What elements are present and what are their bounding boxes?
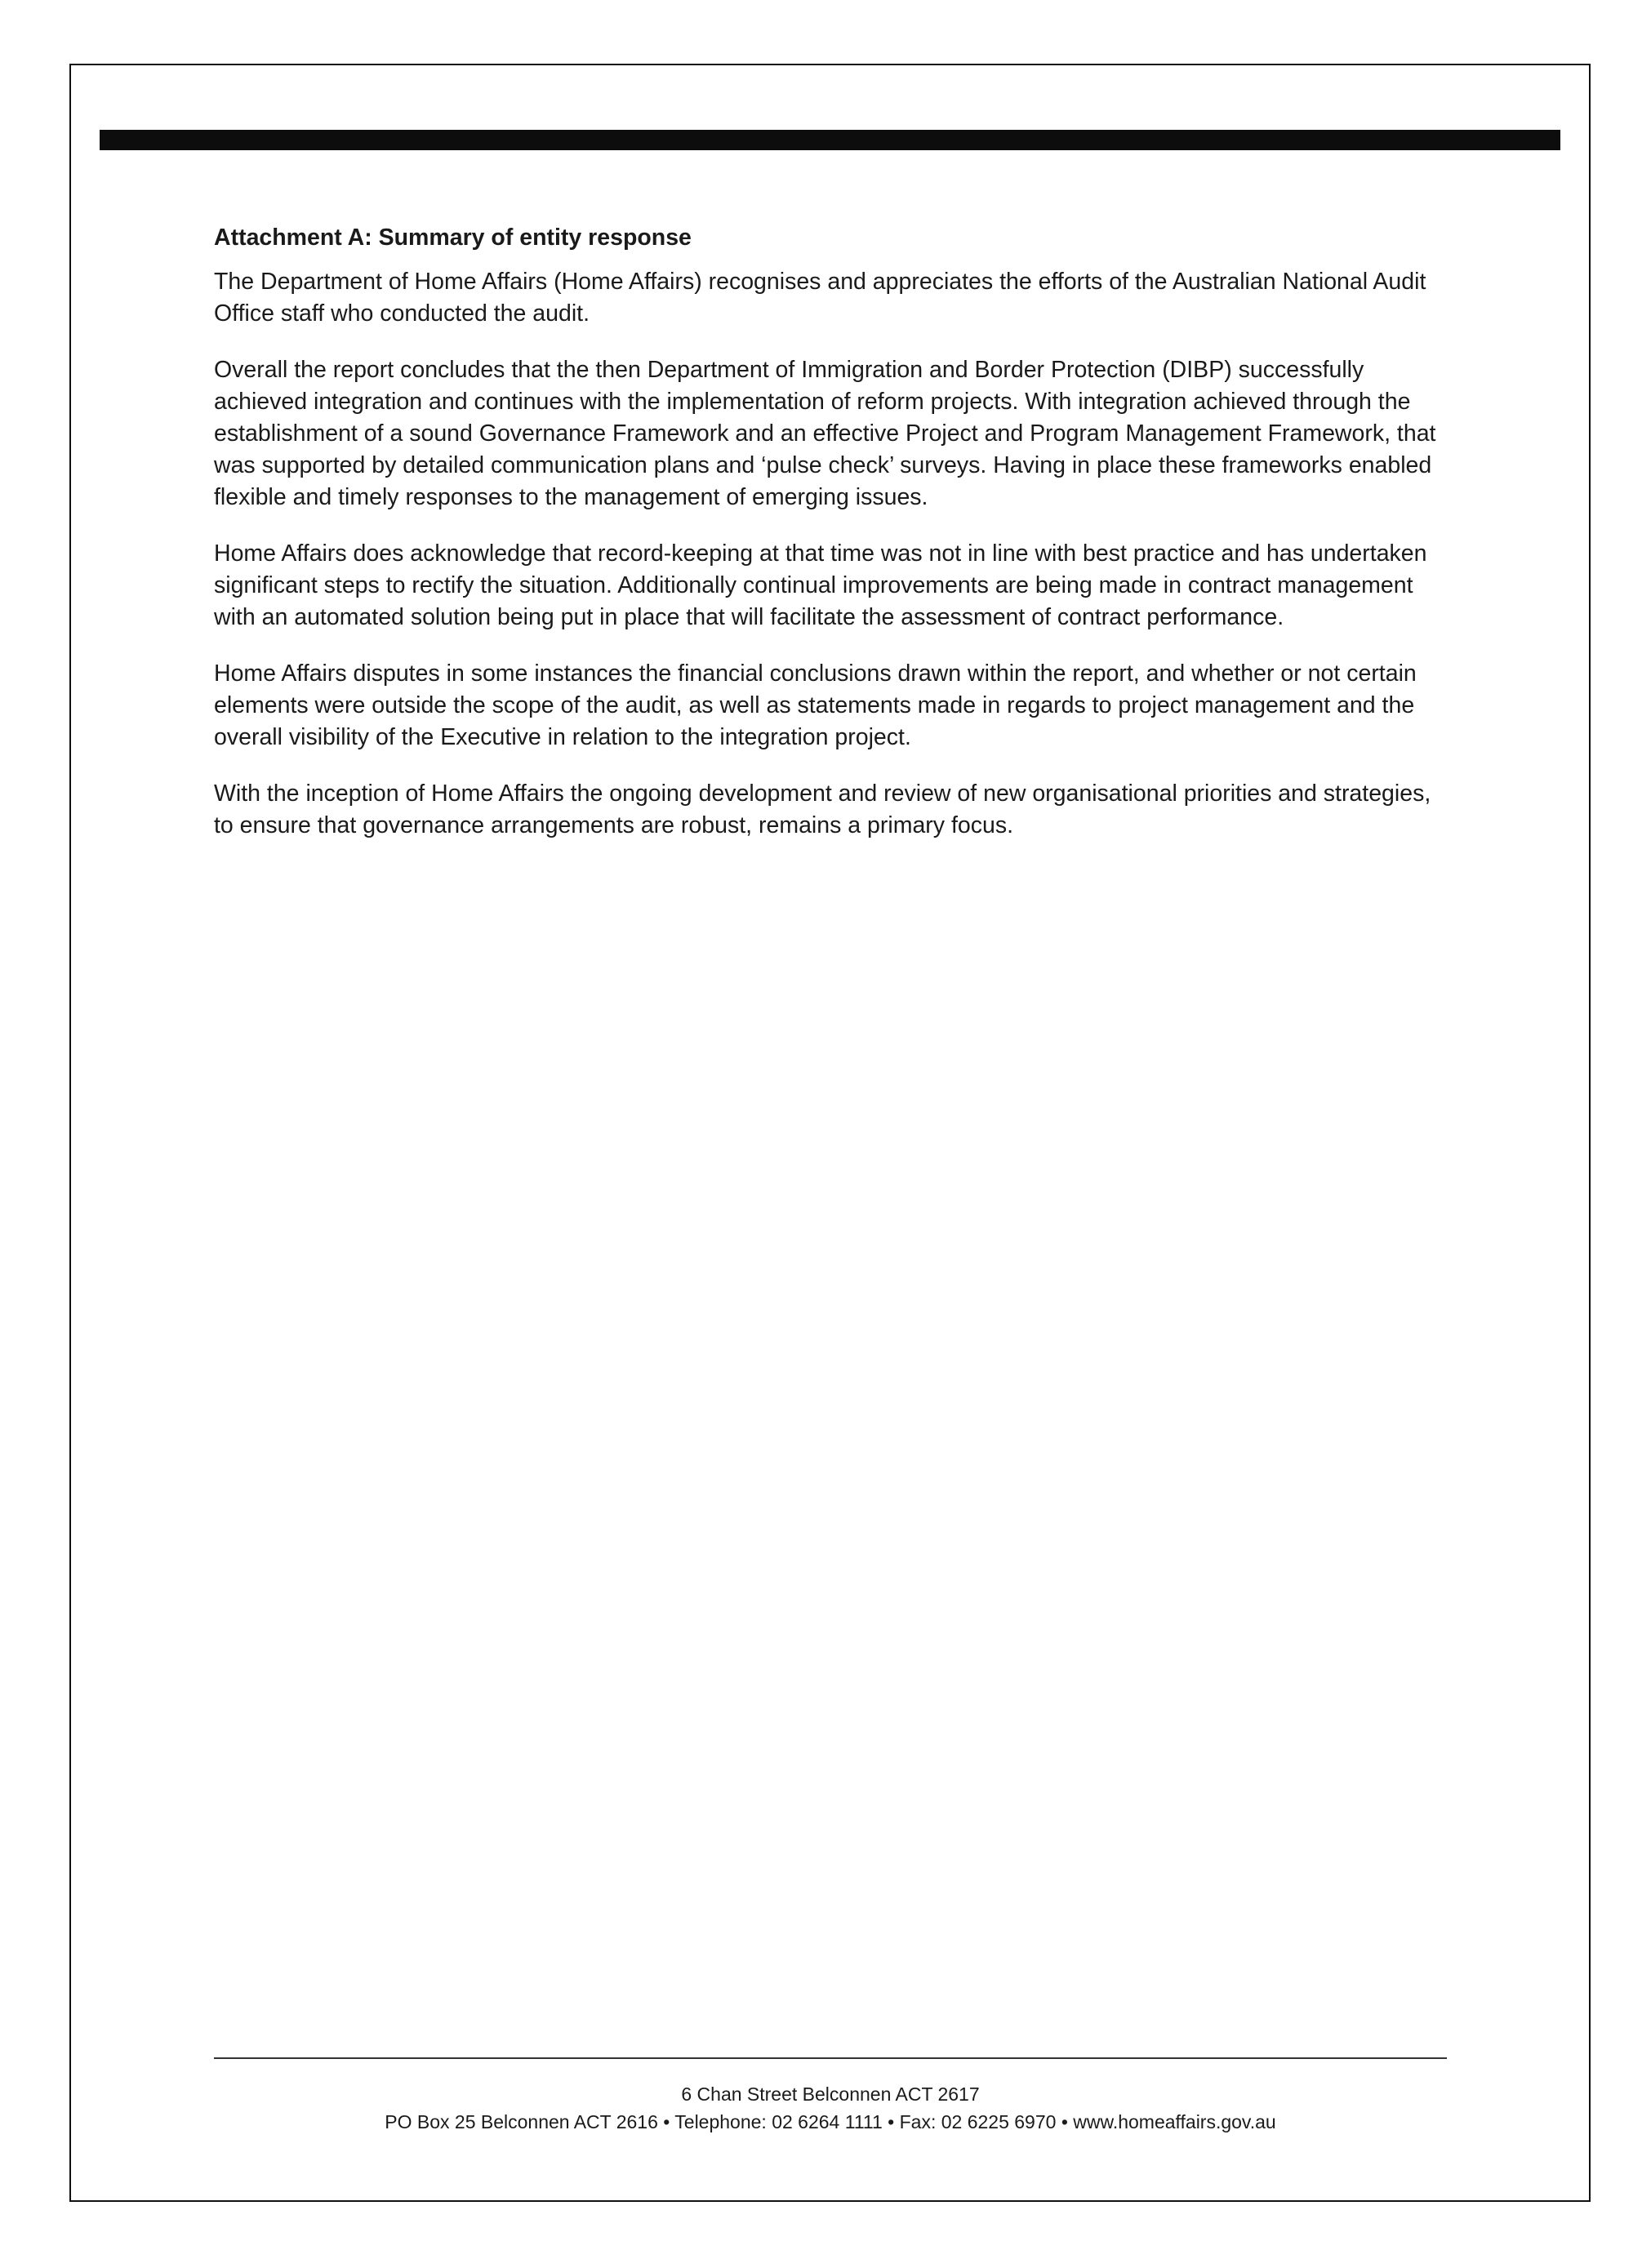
footer-divider (214, 2057, 1447, 2059)
header-bar (100, 130, 1560, 150)
footer-contact: PO Box 25 Belconnen ACT 2616 • Telephone: 02 6264 1111 • Fax: 02 6225 6970 • www.homeaffairs.gov.au (385, 2111, 1276, 2132)
paragraph-1: The Department of Home Affairs (Home Affairs) recognises and appreciates the efforts of the Australian National Audit Office staff who conducted the audit. (214, 269, 1426, 327)
paragraph-2: Overall the report concludes that the then Department of Immigration and Border Protection (DIBP) successfully achieved integration and continues with the implementation of reform projects. With integration achieved through the establishment of a sound Governance Framework and an effective Project and Program Management Framework, that was supported by detailed communication plans and ‘pulse check’ surveys. Having in place these frameworks enabled flexible and timely responses to the management of emerging issues. (214, 357, 1436, 510)
paragraph-5: With the inception of Home Affairs the ongoing development and review of new organisational priorities and strategies, to ensure that governance arrangements are robust, remains a primary focus. (214, 780, 1431, 838)
document-heading: Attachment A: Summary of entity response (214, 225, 692, 251)
paragraph-4: Home Affairs disputes in some instances the financial conclusions drawn within the report, and whether or not certain elements were outside the scope of the audit, as well as statements made in regards to project management and the overall visibility of the Executive in relation to the integration project. (214, 660, 1417, 750)
footer-address: 6 Chan Street Belconnen ACT 2617 (681, 2083, 980, 2105)
footer (214, 2080, 1447, 2136)
paragraph-3: Home Affairs does acknowledge that record-keeping at that time was not in line with best practice and has undertaken significant steps to rectify the situation. Additionally continual improvements are being made in contract management with an automated solution being put in place that will facilitate the assessment of contract performance. (214, 540, 1427, 630)
document-body (214, 219, 1455, 866)
